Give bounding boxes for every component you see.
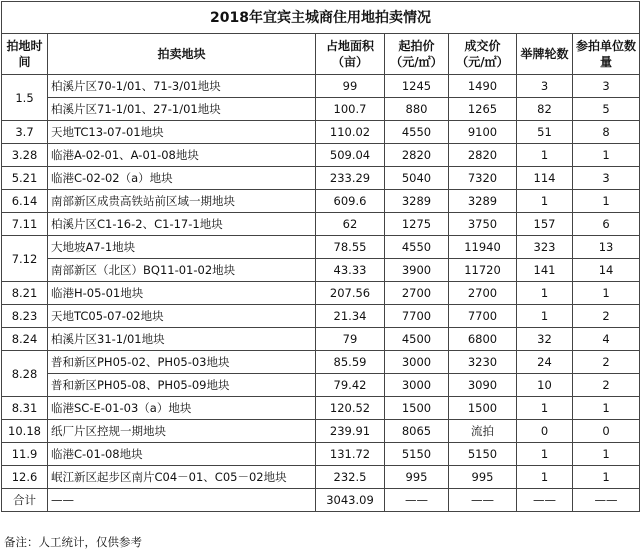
deal-price-cell: 11720 [449,259,517,282]
rounds-cell: 1 [517,397,573,420]
bidders-cell: 1 [573,190,640,213]
date-cell: 3.7 [2,121,48,144]
deal-price-cell: 995 [449,466,517,489]
area-cell: 609.6 [316,190,385,213]
plot-cell: 普和新区PH05-08、PH05-09地块 [48,374,316,397]
bidders-cell: 13 [573,236,640,259]
deal-price-cell: 9100 [449,121,517,144]
plot-cell: 临港A-02-01、A-01-08地块 [48,144,316,167]
bidders-cell: 2 [573,305,640,328]
deal-price-cell: 11940 [449,236,517,259]
table-row [2,236,640,259]
table-row [2,282,640,305]
table-row [2,443,640,466]
plot-cell: 大地坡A7-1地块 [48,236,316,259]
plot-cell: 柏溪片区70-1/01、71-3/01地块 [48,75,316,98]
start-price-cell: 880 [385,98,449,121]
auction-table-container [1,1,639,512]
start-price-cell: 2700 [385,282,449,305]
area-cell: 509.04 [316,144,385,167]
bidders-cell: 1 [573,144,640,167]
deal-price-cell: 7700 [449,305,517,328]
table-row [2,144,640,167]
area-cell: 100.7 [316,98,385,121]
bidders-cell: 1 [573,466,640,489]
date-cell: 8.31 [2,397,48,420]
date-cell: 1.5 [2,75,48,121]
plot-cell: 南部新区（北区）BQ11-01-02地块 [48,259,316,282]
table-row [2,351,640,374]
plot-cell: 普和新区PH05-02、PH05-03地块 [48,351,316,374]
deal-price-cell: 1265 [449,98,517,121]
table-row [2,75,640,98]
table-row [2,190,640,213]
plot-cell: 柏溪片区C1-16-2、C1-17-1地块 [48,213,316,236]
start-price-cell: 1275 [385,213,449,236]
area-cell: 78.55 [316,236,385,259]
start-price-cell: 5040 [385,167,449,190]
start-price-cell: 3000 [385,374,449,397]
plot-cell: 南部新区成贵高铁站前区域一期地块 [48,190,316,213]
deal-price-cell: 流拍 [449,420,517,443]
rounds-cell: 82 [517,98,573,121]
rounds-cell: 51 [517,121,573,144]
land-auction-table [1,1,640,512]
start-price-cell: 5150 [385,443,449,466]
area-cell: 79.42 [316,374,385,397]
start-price-cell: 1245 [385,75,449,98]
deal-price-cell: 5150 [449,443,517,466]
bidders-cell: 14 [573,259,640,282]
start-price-cell: 8065 [385,420,449,443]
area-cell: 62 [316,213,385,236]
table-row [2,121,640,144]
date-cell: 3.28 [2,144,48,167]
start-price-cell: 3000 [385,351,449,374]
header-start-price: 起拍价（元/㎡） [385,34,449,75]
rounds-cell: 1 [517,443,573,466]
bidders-cell: 6 [573,213,640,236]
rounds-cell: 32 [517,328,573,351]
area-cell: 85.59 [316,351,385,374]
table-row [2,420,640,443]
total-bidders: —— [573,489,640,512]
header-rounds: 举牌轮数 [517,34,573,75]
table-row [2,374,640,397]
plot-cell: 天地TC05-07-02地块 [48,305,316,328]
table-title: 2018年宜宾主城商住用地拍卖情况 [2,2,640,34]
bidders-cell: 3 [573,75,640,98]
start-price-cell: 4550 [385,236,449,259]
plot-cell: 临港C-02-02（a）地块 [48,167,316,190]
area-cell: 233.29 [316,167,385,190]
bidders-cell: 8 [573,121,640,144]
area-cell: 131.72 [316,443,385,466]
date-cell: 8.21 [2,282,48,305]
deal-price-cell: 1500 [449,397,517,420]
total-plot: —— [48,489,316,512]
area-cell: 239.91 [316,420,385,443]
deal-price-cell: 6800 [449,328,517,351]
header-bidders: 参拍单位数量 [573,34,640,75]
start-price-cell: 4500 [385,328,449,351]
plot-cell: 临港H-05-01地块 [48,282,316,305]
start-price-cell: 3900 [385,259,449,282]
rounds-cell: 141 [517,259,573,282]
date-cell: 12.6 [2,466,48,489]
plot-cell: 临港SC-E-01-03（a）地块 [48,397,316,420]
table-row [2,259,640,282]
area-cell: 207.56 [316,282,385,305]
date-cell: 6.14 [2,190,48,213]
start-price-cell: 4550 [385,121,449,144]
bidders-cell: 1 [573,443,640,466]
deal-price-cell: 3750 [449,213,517,236]
date-cell: 7.12 [2,236,48,282]
date-cell: 8.28 [2,351,48,397]
rounds-cell: 1 [517,466,573,489]
bidders-cell: 2 [573,374,640,397]
total-deal: —— [449,489,517,512]
plot-cell: 纸厂片区控规一期地块 [48,420,316,443]
header-area: 占地面积（亩） [316,34,385,75]
table-row [2,305,640,328]
date-cell: 10.18 [2,420,48,443]
start-price-cell: 7700 [385,305,449,328]
plot-cell: 柏溪片区31-1/01地块 [48,328,316,351]
table-row [2,98,640,121]
deal-price-cell: 3090 [449,374,517,397]
area-cell: 79 [316,328,385,351]
deal-price-cell: 2820 [449,144,517,167]
date-cell: 8.23 [2,305,48,328]
table-row [2,466,640,489]
footnote: 备注：人工统计，仅供参考 [4,535,142,549]
area-cell: 110.02 [316,121,385,144]
table-row [2,328,640,351]
date-cell: 5.21 [2,167,48,190]
bidders-cell: 0 [573,420,640,443]
area-cell: 99 [316,75,385,98]
deal-price-cell: 1490 [449,75,517,98]
rounds-cell: 3 [517,75,573,98]
table-row [2,397,640,420]
plot-cell: 天地TC13-07-01地块 [48,121,316,144]
header-deal-price: 成交价（元/㎡） [449,34,517,75]
date-cell: 8.24 [2,328,48,351]
bidders-cell: 1 [573,282,640,305]
start-price-cell: 1500 [385,397,449,420]
rounds-cell: 1 [517,282,573,305]
rounds-cell: 157 [517,213,573,236]
start-price-cell: 2820 [385,144,449,167]
total-label: 合计 [2,489,48,512]
area-cell: 43.33 [316,259,385,282]
rounds-cell: 114 [517,167,573,190]
total-row [2,489,640,512]
rounds-cell: 1 [517,144,573,167]
table-row [2,167,640,190]
rounds-cell: 10 [517,374,573,397]
deal-price-cell: 2700 [449,282,517,305]
date-cell: 7.11 [2,213,48,236]
plot-cell: 岷江新区起步区南片C04－01、C05－02地块 [48,466,316,489]
area-cell: 232.5 [316,466,385,489]
bidders-cell: 3 [573,167,640,190]
rounds-cell: 1 [517,190,573,213]
table-row [2,213,640,236]
plot-cell: 柏溪片区71-1/01、27-1/01地块 [48,98,316,121]
plot-cell: 临港C-01-08地块 [48,443,316,466]
start-price-cell: 995 [385,466,449,489]
start-price-cell: 3289 [385,190,449,213]
deal-price-cell: 3289 [449,190,517,213]
bidders-cell: 5 [573,98,640,121]
bidders-cell: 1 [573,397,640,420]
area-cell: 21.34 [316,305,385,328]
rounds-cell: 24 [517,351,573,374]
total-area: 3043.09 [316,489,385,512]
date-cell: 11.9 [2,443,48,466]
total-start: —— [385,489,449,512]
bidders-cell: 4 [573,328,640,351]
deal-price-cell: 7320 [449,167,517,190]
total-rounds: —— [517,489,573,512]
area-cell: 120.52 [316,397,385,420]
deal-price-cell: 3230 [449,351,517,374]
rounds-cell: 0 [517,420,573,443]
header-plot: 拍卖地块 [48,34,316,75]
rounds-cell: 1 [517,305,573,328]
header-date: 拍地时间 [2,34,48,75]
bidders-cell: 2 [573,351,640,374]
rounds-cell: 323 [517,236,573,259]
